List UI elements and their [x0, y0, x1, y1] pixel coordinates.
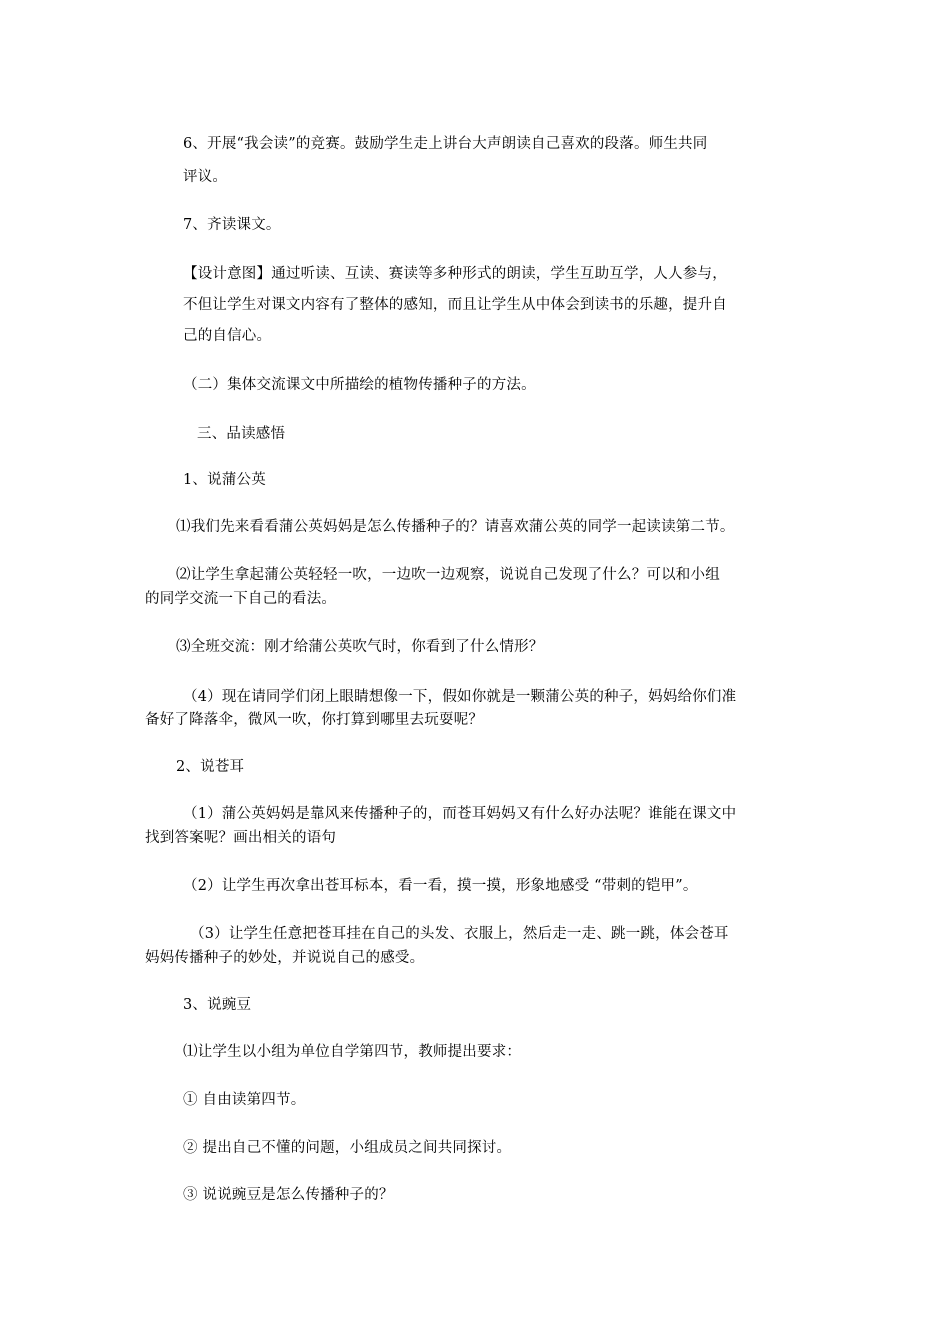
paragraph-line: （4）现在请同学们闭上眼睛想像一下，假如你就是一颗蒲公英的种子，妈妈给你们准: [183, 689, 737, 705]
paragraph-line: 找到答案呢？画出相关的语句: [145, 830, 337, 846]
paragraph-line: 妈妈传播种子的妙处，并说说自己的感受。: [145, 950, 425, 966]
paragraph-line: （3）让学生任意把苍耳挂在自己的头发、衣服上，然后走一走、跳一跳，体会苍耳: [190, 926, 729, 942]
paragraph-line: 备好了降落伞，微风一吹，你打算到哪里去玩耍呢？: [145, 712, 484, 728]
section-heading: （二）集体交流课文中所描绘的植物传播种子的方法。: [183, 377, 536, 393]
paragraph-line: ⑶全班交流：刚才给蒲公英吹气时，你看到了什么情形？: [176, 639, 544, 655]
paragraph-line: ⑴让学生以小组为单位自学第四节，教师提出要求：: [183, 1044, 522, 1060]
subsection-heading: 2、说苍耳: [176, 759, 245, 775]
paragraph-line: 6、开展“我会读”的竞赛。鼓励学生走上讲台大声朗读自己喜欢的段落。师生共同: [183, 136, 708, 152]
paragraph-line: 的同学交流一下自己的看法。: [145, 591, 337, 607]
subsection-heading: 3、说豌豆: [183, 997, 252, 1013]
paragraph-line: ⑵让学生拿起蒲公英轻轻一吹，一边吹一边观察，说说自己发现了什么？可以和小组: [176, 567, 720, 583]
paragraph-line: 7、齐读课文。: [183, 217, 281, 233]
paragraph-line: 评议。: [183, 169, 228, 185]
paragraph-line: ⑴我们先来看看蒲公英妈妈是怎么传播种子的？请喜欢蒲公英的同学一起读读第二节。: [176, 519, 735, 535]
subsection-heading: 1、说蒲公英: [183, 472, 266, 488]
design-intent-line: 【设计意图】通过听读、互读、赛读等多种形式的朗读，学生互助互学，人人参与，: [183, 266, 727, 282]
design-intent-line: 己的自信心。: [183, 328, 272, 344]
design-intent-line: 不但让学生对课文内容有了整体的感知，而且让学生从中体会到读书的乐趣，提升自: [183, 297, 727, 313]
list-item: ③ 说说豌豆是怎么传播种子的？: [183, 1187, 394, 1203]
paragraph-line: （1）蒲公英妈妈是靠风来传播种子的，而苍耳妈妈又有什么好办法呢？谁能在课文中: [183, 806, 737, 822]
list-item: ① 自由读第四节。: [183, 1092, 306, 1108]
list-item: ② 提出自己不懂的问题，小组成员之间共同探讨。: [183, 1140, 512, 1156]
section-heading: 三、品读感悟: [197, 426, 286, 442]
paragraph-line: （2）让学生再次拿出苍耳标本，看一看，摸一摸，形象地感受 “带刺的铠甲”。: [183, 878, 698, 894]
